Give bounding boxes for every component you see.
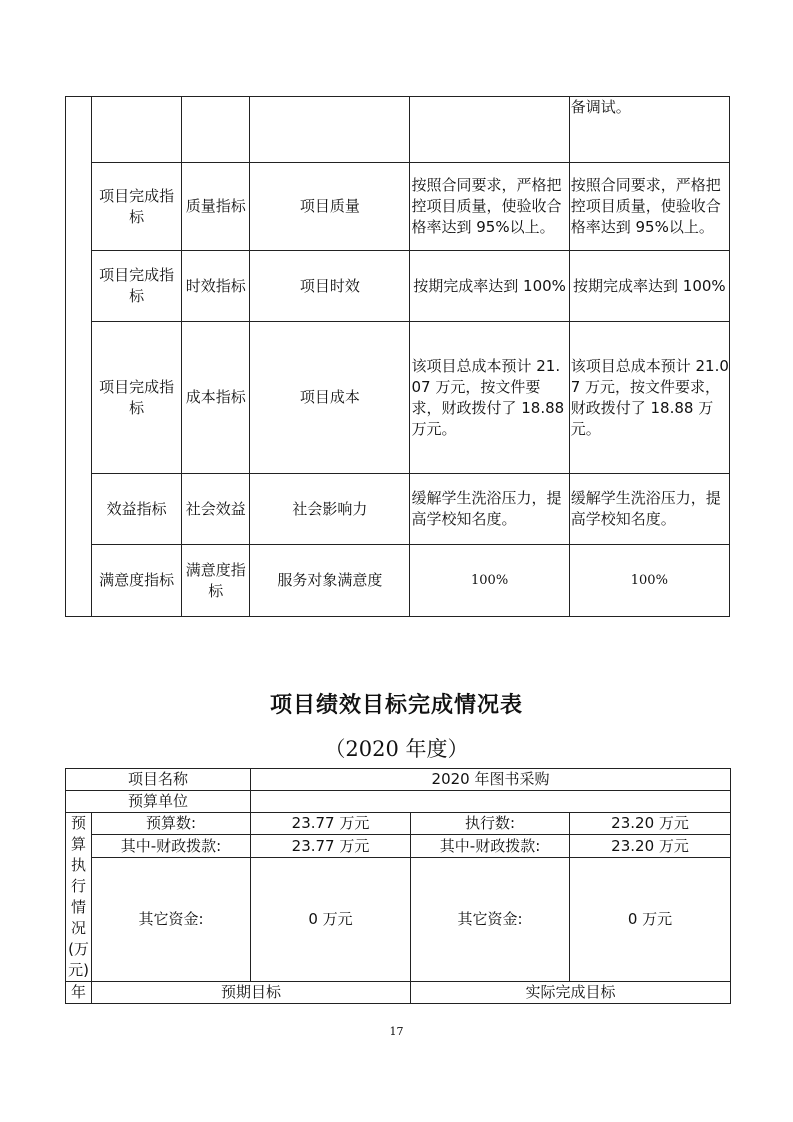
- project-name-label: 项目名称: [66, 769, 251, 791]
- fiscal-budget-value: 23.77 万元: [251, 835, 411, 857]
- expected-value-cell: 缓解学生洗浴压力，提高学校知名度。: [410, 474, 569, 545]
- indicator-level2-cell: 满意度指标: [182, 545, 250, 617]
- exec-value: 23.20 万元: [570, 813, 731, 835]
- document-title: 项目绩效目标完成情况表: [269, 692, 523, 718]
- indicator-level2-cell: 社会效益: [182, 474, 250, 545]
- indicator-level3-cell: 项目成本: [250, 322, 410, 474]
- left-margin-cell: [66, 97, 92, 617]
- table-row: [66, 322, 730, 474]
- other-funds-exec-label: 其它资金:: [411, 857, 570, 981]
- budget-execution-table: [65, 768, 731, 1004]
- budget-unit-label: 预算单位: [66, 791, 251, 813]
- indicator-level3-cell: 服务对象满意度: [250, 545, 410, 617]
- actual-value-cell: 100%: [569, 545, 729, 617]
- table-row: [66, 163, 730, 251]
- expected-value-cell: [410, 97, 569, 163]
- indicator-level3-cell: 社会影响力: [250, 474, 410, 545]
- expected-value-cell: 按照合同要求，严格把控项目质量，使验收合格率达到 95%以上。: [410, 163, 569, 251]
- year-label: 年: [66, 982, 92, 1004]
- actual-value-cell: 按照合同要求，严格把控项目质量，使验收合格率达到 95%以上。: [569, 163, 729, 251]
- indicator-level1-cell: 项目完成指标: [92, 163, 182, 251]
- actual-value-cell: 该项目总成本预计 21.07 万元，按文件要求，财政拨付了 18.88 万元。: [569, 322, 729, 474]
- table-row: [66, 769, 731, 791]
- table-row: [66, 857, 731, 981]
- actual-goal-label: 实际完成目标: [411, 982, 731, 1004]
- table-row: [66, 97, 730, 163]
- indicator-level1-cell: 满意度指标: [92, 545, 182, 617]
- indicator-level2-cell: 时效指标: [182, 251, 250, 322]
- table-row: [66, 251, 730, 322]
- other-funds-budget-value: 0 万元: [251, 857, 411, 981]
- budget-label: 预算数:: [92, 813, 251, 835]
- fiscal-exec-value: 23.20 万元: [570, 835, 731, 857]
- expected-value-cell: 按期完成率达到 100%: [410, 251, 569, 322]
- budget-execution-side-label: 预算执行情况(万元): [66, 813, 92, 982]
- table-row: [66, 791, 731, 813]
- indicator-level3-cell: 项目时效: [250, 251, 410, 322]
- other-funds-exec-value: 0 万元: [570, 857, 731, 981]
- fiscal-exec-label: 其中-财政拨款:: [411, 835, 570, 857]
- budget-unit-value: [251, 791, 731, 813]
- document-year: （2020 年度）: [324, 737, 469, 761]
- table-row: [66, 982, 731, 1004]
- indicator-level2-cell: [182, 97, 250, 163]
- actual-value-cell: 缓解学生洗浴压力，提高学校知名度。: [569, 474, 729, 545]
- expected-goal-label: 预期目标: [92, 982, 411, 1004]
- indicator-level1-cell: 项目完成指标: [92, 251, 182, 322]
- page-number: 17: [389, 1025, 404, 1038]
- table-row: [66, 813, 731, 835]
- indicator-level2-cell: 成本指标: [182, 322, 250, 474]
- expected-value-cell: 该项目总成本预计 21.07 万元，按文件要求，财政拨付了 18.88 万元。: [410, 322, 569, 474]
- indicator-level3-cell: [250, 97, 410, 163]
- performance-indicators-table: [65, 96, 730, 617]
- indicator-level1-cell: 项目完成指标: [92, 322, 182, 474]
- table-row: [66, 835, 731, 857]
- indicator-level1-cell: [92, 97, 182, 163]
- indicator-level2-cell: 质量指标: [182, 163, 250, 251]
- table-row: [66, 545, 730, 617]
- project-name-value: 2020 年图书采购: [251, 769, 731, 791]
- budget-value: 23.77 万元: [251, 813, 411, 835]
- actual-value-cell: 按期完成率达到 100%: [569, 251, 729, 322]
- table-row: [66, 474, 730, 545]
- fiscal-label: 其中-财政拨款:: [92, 835, 251, 857]
- indicator-level3-cell: 项目质量: [250, 163, 410, 251]
- actual-value-cell: 备调试。: [569, 97, 729, 163]
- expected-value-cell: 100%: [410, 545, 569, 617]
- indicator-level1-cell: 效益指标: [92, 474, 182, 545]
- exec-label: 执行数:: [411, 813, 570, 835]
- other-funds-label: 其它资金:: [92, 857, 251, 981]
